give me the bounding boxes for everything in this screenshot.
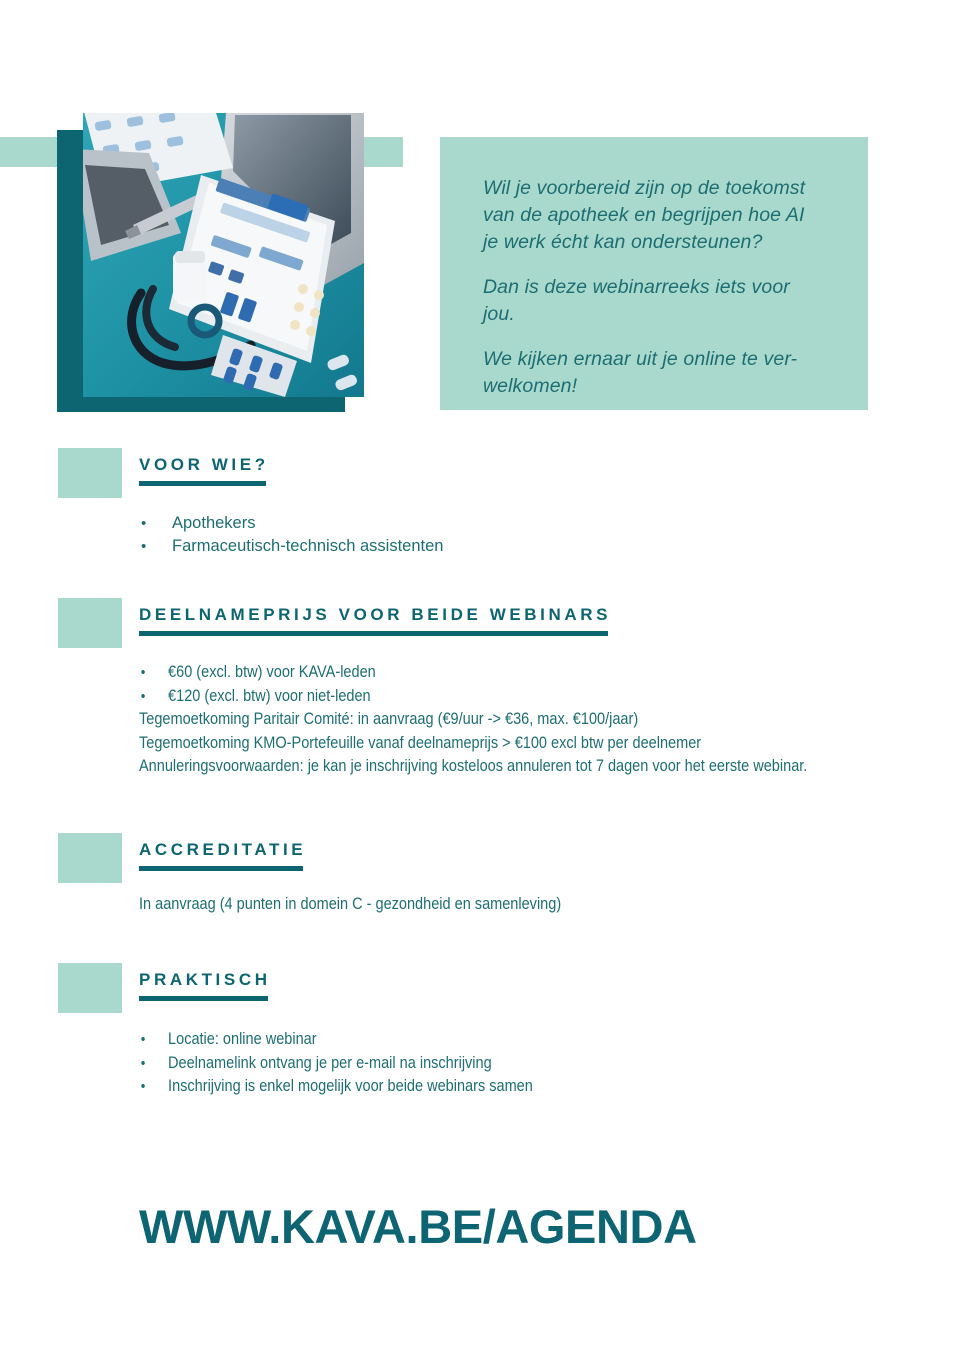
bullet-icon: •	[140, 687, 146, 705]
heading-underline	[139, 996, 268, 1001]
list-item	[139, 1028, 931, 1052]
bullet-icon: •	[140, 664, 146, 681]
callout-paragraph-1: Wil je voorbereid zijn op de toekomst van de apotheek en begrijpen hoe AI je werk écht kan ondersteunen?	[483, 177, 806, 253]
section-heading-wrap	[139, 454, 269, 486]
intro-callout	[440, 137, 868, 410]
list-deelnameprijs	[139, 661, 949, 779]
list-item	[139, 685, 949, 709]
accreditatie-detail: In aanvraag (4 punten in domein C - gezondheid en samenleving)	[139, 895, 562, 913]
list-item-label: Locatie: online webinar	[168, 1030, 317, 1048]
callout-paragraph-2: Dan is deze webinarreeks iets voor jou.	[483, 276, 790, 325]
list-item-label: Farmaceutisch-technisch assistenten	[172, 537, 444, 555]
list-voor-wie	[139, 512, 443, 558]
list-item-label: €60 (excl. btw) voor KAVA-leden	[168, 663, 376, 681]
callout-paragraph-3: We kijken ernaar uit je online te ver-welkomen!	[483, 348, 798, 397]
bullet-icon: •	[141, 515, 147, 532]
list-item-label: Apothekers	[172, 514, 256, 532]
decorative-bar-right	[364, 137, 403, 167]
price-note-annulering: Annuleringsvoorwaarden: je kan je inschrijving kosteloos annuleren tot 7 dagen voor het eerste webinar.	[139, 757, 808, 775]
price-note-paritair-comite: Tegemoetkoming Paritair Comité: in aanvraag (€9/uur -> €36, max. €100/jaar)	[139, 710, 639, 728]
heading-underline	[139, 631, 608, 636]
list-item-label: Deelnamelink ontvang je per e-mail na inschrijving	[168, 1053, 492, 1072]
price-note-kmo-portefeuille: Tegemoetkoming KMO-Portefeuille vanaf deelnameprijs > €100 excl btw per deelnemer	[139, 733, 702, 752]
heading-underline	[139, 866, 303, 871]
section-heading-wrap	[139, 969, 271, 1001]
section-heading-accreditatie: ACCREDITATIE	[139, 840, 307, 859]
list-item-label: €120 (excl. btw) voor niet-leden	[168, 686, 371, 705]
section-swatch	[58, 448, 122, 498]
bullet-icon: •	[140, 1078, 146, 1095]
bullet-icon: •	[141, 538, 147, 555]
bullet-icon: •	[140, 1054, 146, 1072]
section-heading-deelnameprijs: DEELNAMEPRIJS VOOR BEIDE WEBINARS	[139, 605, 612, 624]
section-heading-voor-wie: VOOR WIE?	[139, 455, 269, 474]
section-heading-wrap	[139, 839, 306, 871]
list-item	[139, 661, 949, 685]
list-item-label: Inschrijving is enkel mogelijk voor beide webinars samen	[168, 1077, 533, 1095]
list-item	[139, 1052, 931, 1076]
list-item	[139, 512, 443, 535]
section-swatch	[58, 598, 122, 648]
section-swatch	[58, 963, 122, 1013]
section-heading-wrap	[139, 604, 611, 636]
section-heading-praktisch: PRAKTISCH	[139, 970, 271, 989]
list-praktisch	[139, 1028, 931, 1099]
decorative-bar-left	[0, 137, 58, 167]
list-item	[139, 535, 443, 558]
hero-photo	[83, 113, 364, 397]
bullet-icon: •	[140, 1031, 146, 1048]
section-swatch	[58, 833, 122, 883]
footer-website-url[interactable]: WWW.KAVA.BE/AGENDA	[139, 1200, 697, 1253]
text-accreditatie	[139, 893, 931, 917]
list-item	[139, 1075, 931, 1099]
heading-underline	[139, 481, 266, 486]
